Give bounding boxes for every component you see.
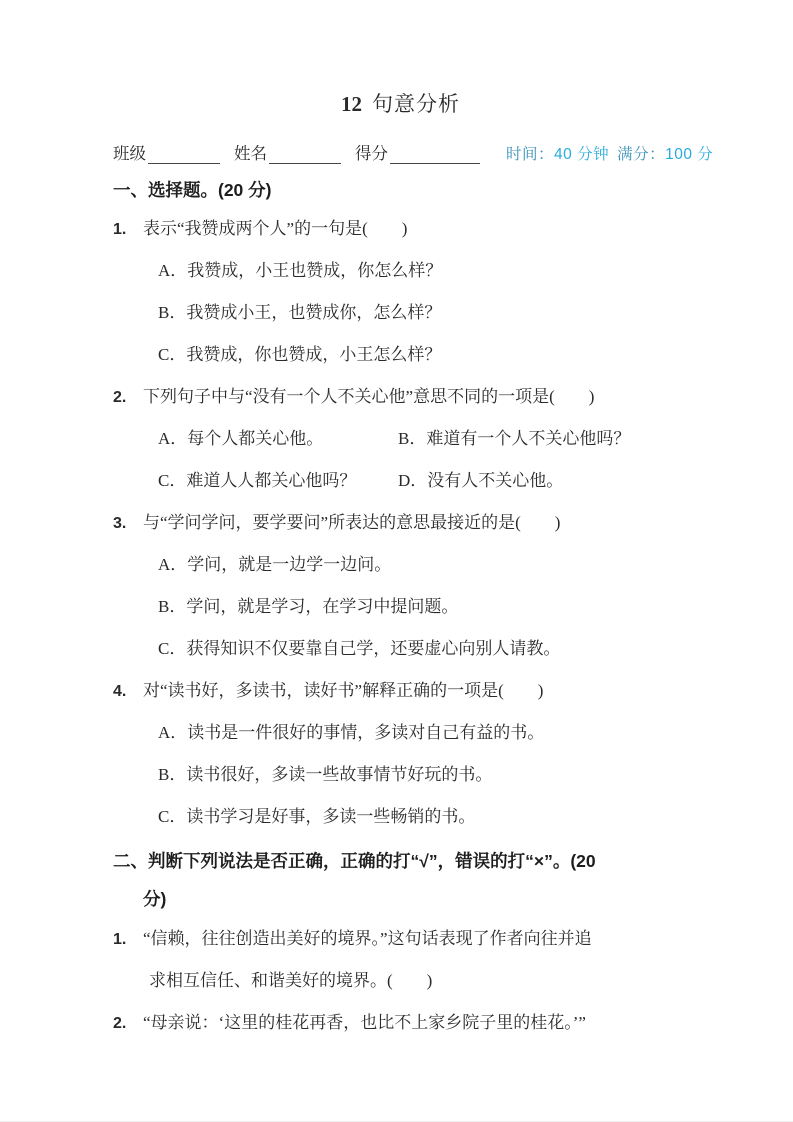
header-row bbox=[113, 134, 714, 164]
question-2-option-c: C．难道人人都关心他吗？ bbox=[158, 471, 357, 490]
judgement-question-1 bbox=[113, 918, 688, 960]
question-2 bbox=[113, 376, 688, 418]
question-2-option-d: D．没有人不关心他。 bbox=[398, 471, 564, 490]
question-1-option-a: A．我赞成，小王也赞成，你怎么样？ bbox=[158, 261, 443, 280]
question-4-option-a: A．读书是一件很好的事情，多读对自己有益的书。 bbox=[158, 723, 545, 742]
exam-info bbox=[506, 142, 713, 164]
full-score-value: 100 分 bbox=[665, 146, 714, 163]
score-blank-line bbox=[390, 146, 480, 164]
question-1 bbox=[113, 208, 688, 250]
question-4-stem: 对“读书好，多读书，读好书”解释正确的一项是( ) bbox=[143, 681, 544, 700]
page-title bbox=[113, 88, 688, 120]
class-field bbox=[113, 140, 220, 164]
question-1-stem: 表示“我赞成两个人”的一句是( ) bbox=[143, 219, 408, 238]
section-2-heading-line-1: 二、判断下列说法是否正确，正确的打“√”，错误的打“×”。(20 bbox=[113, 851, 596, 871]
question-2-option-a: A．每个人都关心他。 bbox=[158, 429, 324, 448]
question-4-number: 4. bbox=[113, 683, 127, 700]
class-blank-line bbox=[148, 146, 220, 164]
question-2-options-row-2 bbox=[113, 460, 688, 502]
section-2-heading-line-2: 分) bbox=[143, 889, 167, 909]
question-1-option-c: C．我赞成，你也赞成，小王怎么样？ bbox=[158, 345, 442, 364]
question-4 bbox=[113, 670, 688, 712]
question-1-option-b: B．我赞成小王，也赞成你，怎么样？ bbox=[158, 303, 442, 322]
question-3-option-c: C．获得知识不仅要靠自己学，还要虚心向别人请教。 bbox=[158, 639, 561, 658]
question-2-number: 2. bbox=[113, 389, 127, 406]
lesson-title-text: 句意分析 bbox=[372, 92, 460, 116]
name-field bbox=[234, 140, 341, 164]
question-3-option-a: A．学问，就是一边学一边问。 bbox=[158, 555, 392, 574]
name-blank-line bbox=[269, 146, 341, 164]
question-3-stem: 与“学问学问，要学要问”所表达的意思最接近的是( ) bbox=[143, 513, 561, 532]
judgement-question-2-text: “母亲说：‘这里的桂花再香，也比不上家乡院子里的桂花。’” bbox=[143, 1013, 586, 1032]
judgement-question-1-line-1: “信赖，往往创造出美好的境界。”这句话表现了作者向往并追 bbox=[143, 929, 592, 948]
judgement-question-1-number: 1. bbox=[113, 931, 127, 948]
section-1-heading: 一、选择题。(20 分) bbox=[113, 180, 272, 200]
lesson-number: 12 bbox=[341, 92, 362, 116]
question-4-option-c: C．读书学习是好事，多读一些畅销的书。 bbox=[158, 807, 476, 826]
class-label: 班级 bbox=[113, 144, 146, 163]
time-label: 时间： bbox=[506, 146, 555, 163]
question-3-option-b: B．学问，就是学习，在学习中提问题。 bbox=[158, 597, 459, 616]
question-2-options-row-1 bbox=[113, 418, 688, 460]
full-score-label: 满分： bbox=[617, 146, 666, 163]
judgement-question-2 bbox=[113, 1002, 688, 1044]
question-1-number: 1. bbox=[113, 221, 127, 238]
time-value: 40 分钟 bbox=[554, 146, 610, 163]
question-3 bbox=[113, 502, 688, 544]
question-2-stem: 下列句子中与“没有一个人不关心他”意思不同的一项是( ) bbox=[143, 387, 595, 406]
score-field bbox=[355, 140, 480, 164]
score-label: 得分 bbox=[355, 144, 388, 163]
name-label: 姓名 bbox=[234, 144, 267, 163]
question-3-number: 3. bbox=[113, 515, 127, 532]
judgement-question-2-number: 2. bbox=[113, 1015, 127, 1032]
question-2-option-b: B．难道有一个人不关心他吗？ bbox=[398, 429, 631, 448]
judgement-question-1-line-2: 求相互信任、和谐美好的境界。( ) bbox=[149, 971, 433, 990]
question-4-option-b: B．读书很好，多读一些故事情节好玩的书。 bbox=[158, 765, 493, 784]
